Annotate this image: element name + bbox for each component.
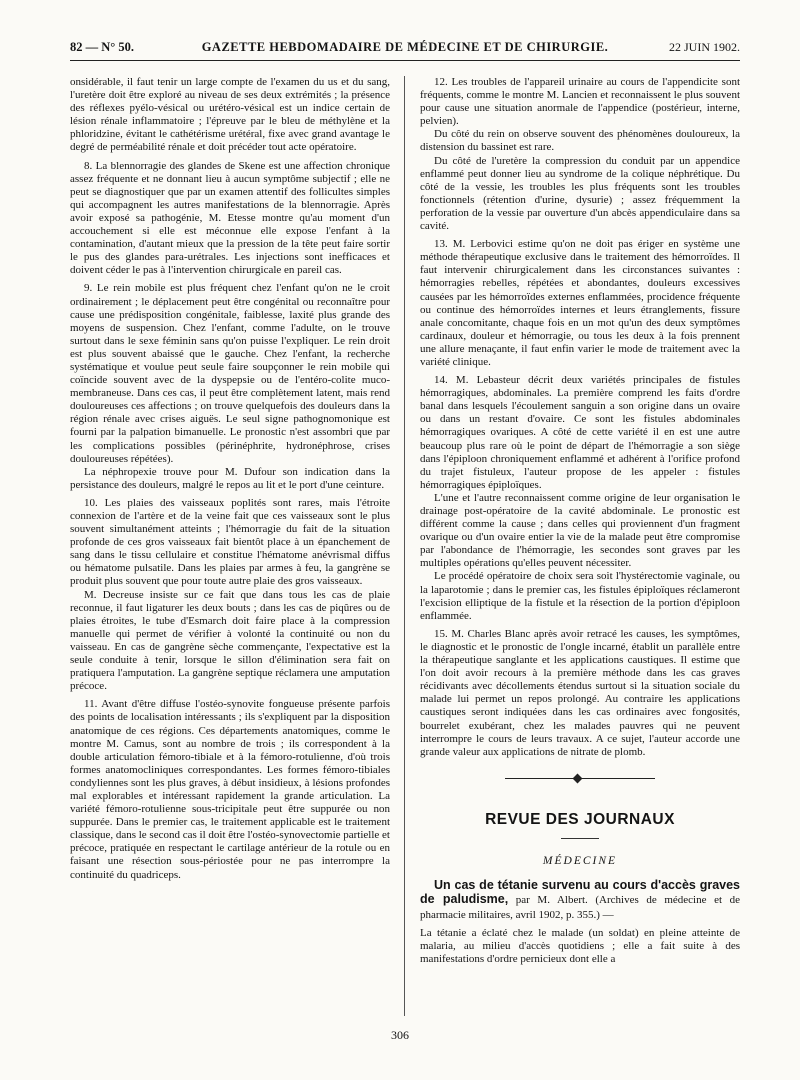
article-body: La tétanie a éclaté chez le malade (un soldat) en pleine atteinte de malaria, au milieu d'accès quotidiens ; elle a fait suite à des manifestations d'ordre pernicieux dont elle a bbox=[420, 926, 740, 966]
paragraph: onsidérable, il faut tenir un large compte de l'examen du us et du sang, l'uretère doit être exploré au niveau de ses deux extrémités ; la présence des réflexes pyélo-vésical ou urétéro-vésical est un indice certain de lésion rénale inflammatoire ; l'épreuve par le bleu de méthylène et la phloridzine, évitant le cathétérisme urétéral, fixe avec grand avantage le degré de perméabilité rénale et doit précéder tout acte opératoire. bbox=[70, 76, 390, 154]
article-reference: par M. Albert. (Archives de médecine et de pharmacie militaires, avril 1902, p. 355.) — bbox=[420, 893, 740, 921]
subsection-heading: MÉDECINE bbox=[542, 854, 618, 867]
right-column bbox=[420, 76, 740, 1031]
folio-number: 306 bbox=[391, 1028, 409, 1042]
paragraph: 9. Le rein mobile est plus fréquent chez l'enfant qu'on ne le croit ordinairement ; le déplacement peut être congénital ou reconnaître pour cause une prédisposition congénitale, faiblesse, laxité plus grande des moyens de suspension. Chez l'enfant, comme l'adulte, on le trouve surtout dans le sexe féminin sans qu'on puisse l'expliquer. Le rein droit est plus souvent abaissé que le gauche. Chez l'enfant, la recherche systématique et voulue peut seule faire soupçonner le rein mobile qui coïncide souvent avec de la dyspepsie ou de l'entéro-colite muco-membraneuse. Dans ces cas, il peut être complètement latent, mais rend douloureuses ces affections ; on trouve quelquefois des douleurs dans la région rénale avec crises aiguës. Le seul signe pathognomonique est fourni par la palpation bimanuelle. Le pronostic n'est assombri que par les complications possibles (périnéphrite, hydronéphrose, crises douloureuses répétées). bbox=[70, 282, 390, 465]
paragraph: 8. La blennorragie des glandes de Skene est une affection chronique assez fréquente et ne donnant lieu à aucun symptôme subjectif ; elle ne peut se diagnostiquer que par un examen attentif des follicultes simples qui accompagnent les autres manifestations de la blennorragie. Après avoir exposé sa pathogénie, M. Etesse montre qu'au moment d'un accouchement si elle est méconnue elle expose l'enfant à la contamination, d'autant mieux que la pression de la tête peut faire sortir le pus des glandes para-urétrales. Les injections sont inefficaces et doivent céder le pas à l'intervention chirurgicale en pareil cas. bbox=[70, 159, 390, 277]
paragraph: 15. M. Charles Blanc après avoir retracé les causes, les symptômes, le diagnostic et le pronostic de l'ongle incarné, établit un parallèle entre la thérapeutique sanglante et les applications caustiques. Il estime que l'on doit avoir recours à la première méthode dans les cas graves récidivants avec décollements étendus surtout si la situation sociale du malade lui permet un repos prolongé. Au contraire les applications caustiques seront indiquées dans les cas ordinaires avec fongosités, bourrelet exubérant, chez les malades pauvres qui ne peuvent interrompre le cours de leurs travaux. A ce sujet, l'auteur accorde une grande valeur aux applications de nitrate de plomb. bbox=[420, 627, 740, 758]
header-date: 22 JUIN 1902. bbox=[669, 40, 740, 54]
column-divider bbox=[404, 76, 405, 1016]
section-heading: REVUE DES JOURNAUX bbox=[485, 810, 675, 828]
header-rule bbox=[70, 60, 740, 61]
left-column bbox=[70, 76, 390, 1024]
running-header bbox=[70, 40, 740, 58]
header-journal-title: GAZETTE HEBDOMADAIRE DE MÉDECINE ET DE CHIRURGIE. bbox=[201, 40, 609, 54]
paragraph: M. Decreuse insiste sur ce fait que dans tous les cas de plaie reconnue, il faut ligaturer les deux bouts ; dans les cas de piqûres ou de plaies étroites, le tube d'Esmarch doit faire place à la compression manuelle qui permet de vérifier à volonté la continuité ou non du vaisseau. En cas de gangrène sèche commençante, l'expectative est la seule conduite à tenir, lorsque le sillon d'élimination sera fait on pratiquera l'amputation. La gangrène septique réclamera une amputation précoce. bbox=[70, 588, 390, 693]
paragraph: Du côté du rein on observe souvent des phénomènes douloureux, la distension du bassinet est rare. bbox=[420, 128, 740, 154]
paragraph: Le procédé opératoire de choix sera soit l'hystérectomie vaginale, ou la laparotomie ; dans le premier cas, les fistules épiploïques réclameront l'excision elliptique de la fistule et la résection de la portion d'épiploon enflammée. bbox=[420, 570, 740, 622]
paragraph: 10. Les plaies des vaisseaux poplités sont rares, mais l'étroite connexion de l'artère et de la veine fait que ces vaisseaux sont le plus souvent simultanément atteints ; l'hémorragie du fait de la situation profonde de ces gros vaisseaux fait bientôt place à un épanchement de sang dans le tissu cellulaire et constitue l'hématome anévrismal diffus ou hématome pulsatile. Dans les plaies par armes à feu, la gangrène se produit plus souvent que pour toute autre plaie des gros vaisseaux. bbox=[70, 496, 390, 588]
header-page-number: 82 — N° 50. bbox=[70, 40, 135, 54]
paragraph: 11. Avant d'être diffuse l'ostéo-synovite fongueuse présente parfois des points de localisation intéressants ; ils s'expliquent par la disposition anatomique de ces régions. Ces départements anatomiques, comme le montre M. Camus, sont au nombre de trois ; ils correspondent à la double articulation fémoro-tibiale et à la fémoro-rotulienne, d'où trois formes anatomocliniques correspondantes. Les formes fémoro-tibiales condyliennes sont les plus graves, à début insidieux, à lésions profondes mal explorables et intéressant rapidement la grande articulation. La variété fémoro-rotulienne sous-tricipitale peut être suppurée ou non suppurée. Dans le premier cas, le traitement applicable est le traitement classique, dans le second cas il doit être l'ostéo-synovectomie partielle et précoce, pratiquée en respectant le cartilage antérieur de la rotule ou en faisant une résection sous-périostée pour ne pas interrompre la continuité du quadriceps. bbox=[70, 698, 390, 881]
ornamental-separator bbox=[505, 775, 655, 783]
article-entry bbox=[420, 878, 740, 922]
heading-rule bbox=[561, 838, 599, 839]
paragraph: La néphropexie trouve pour M. Dufour son indication dans la persistance des douleurs, malgré le repos au lit et le port d'une ceinture. bbox=[70, 465, 390, 491]
paragraph: Du côté de l'uretère la compression du conduit par un appendice enflammé peut donner lieu au syndrome de la colique néphrétique. Du côté de la vessie, les troubles les plus fréquents sont les troubles fonctionnels (rétention d'urine, dysurie) ; assez fréquemment la perforation de la vessie par ouverture d'un abcès appendiculaire dans sa cavité. bbox=[420, 154, 740, 233]
paragraph: 14. M. Lebasteur décrit deux variétés principales de fistules hémorragiques, abdominales. La première comprend les faits d'ordre banal dans lesquels l'écoulement sanguin a son origine dans un ovaire ou dans un restant d'ovaire. Ce sont les fistules abdominales hémorragiques ovariques. A côté de cette variété il en est une autre beaucoup plus rare où le point de départ de l'hémorragie a son siège dans l'épiploon chroniquement enflammé et adhérent à l'orifice profond du trajet fistuleux, l'auteur propose de les appeler : fistules hémorragiques épiploïques. bbox=[420, 374, 740, 491]
separator-diamond bbox=[573, 773, 583, 783]
paragraph: L'une et l'autre reconnaissent comme origine de leur organisation le drainage post-opératoire de la cavité abdominale. Le pronostic est différent comme la cause ; dans celles qui proviennent d'un fragment ovarique ou d'un ovaire entier la vie de la malade peut être compromise par l'abondance de l'hémorragie, les secondes sont graves par les multiples opérations qu'elles peuvent nécessiter. bbox=[420, 491, 740, 570]
article-title: Un cas de tétanie survenu au cours d'accès graves de paludisme, bbox=[420, 877, 740, 906]
paragraph: 13. M. Lerbovici estime qu'on ne doit pas ériger en système une méthode thérapeutique exclusive dans le traitement des hémorroïdes. Il faut intervenir chirurgicalement dans les circonstances suivantes : hémorragies rebelles, répétées et abondantes, douleurs excessives causées par les hémorroïdes externes enflammées, procidence fréquente ou continue des hémorroïdes internes et leurs étranglements, fissure anale concomitante, chaque fois en un mot qu'un des deux symptômes cardinaux, douleur et hémorragie, ou tous les deux à la fois prennent une allure menaçante, il faut enfin varier le mode de traitement avec la variété clinique. bbox=[420, 238, 740, 368]
paragraph: 12. Les troubles de l'appareil urinaire au cours de l'appendicite sont fréquents, comme le montre M. Lancien et reconnaissent le plus souvent pour cause une situation anormale de l'appendice (postérieur, interne, pelvien). bbox=[420, 76, 740, 128]
